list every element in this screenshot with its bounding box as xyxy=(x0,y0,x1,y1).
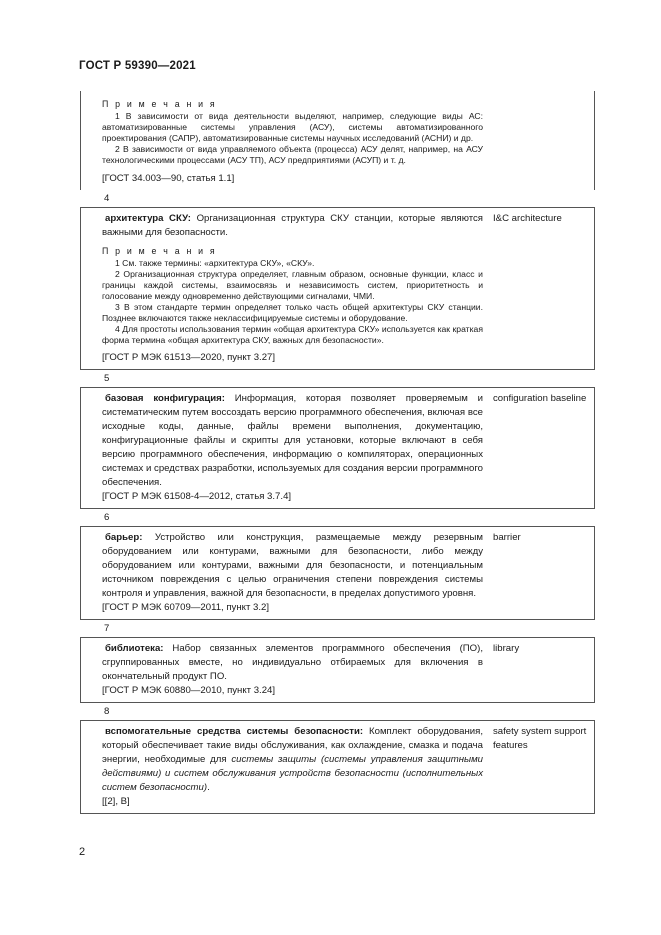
note: 1 В зависимости от вида деятельности выделяют, например, следующие виды АС: автоматизированные системы управления (АСУ), системы автоматизированного проектирования (САПР), автоматизированные системы научных исследований (АСНИ) и др. xyxy=(102,111,483,143)
source-reference: [ГОСТ 34.003—90, статья 1.1] xyxy=(102,173,235,184)
note: 4 Для простоты использования термин «общая архитектура СКУ» используется как краткая форма термина «общая архитектура СКУ, важных для безопасности». xyxy=(102,324,483,345)
notes-title: П р и м е ч а н и я xyxy=(102,246,217,256)
document-header: ГОСТ Р 59390—2021 xyxy=(79,60,196,72)
term-entry xyxy=(80,387,595,508)
entry-number: 6 xyxy=(80,508,595,526)
term-definition-italic: системы защиты (системы управления защитными действиями) и систем обслуживания устройств безопасности (исполнительных систем безопасности) xyxy=(102,754,483,793)
source-reference: [ГОСТ Р МЭК 60880—2010, пункт 3.24] xyxy=(102,685,276,696)
source-reference: [[2], В] xyxy=(102,796,130,807)
entry-number: 8 xyxy=(80,702,595,720)
term-definition: Информация, которая позволяет проверяемым и систематическим путем воссоздать версию программного обеспечения, включая все исходные коды, данные, файлы времени выполнения, документацию, конфигурационные файлы и скрипты для установки, которые включают в себя версию программного обеспечения, информацию о компиляторах, операционных системах и средствах разработки, используемых для создания версии программного обеспечения. xyxy=(102,393,484,488)
term-definition: Устройство или конструкция, размещаемые между резервным оборудованием или контурами, важными для безопасности, либо между оборудованием или контурами, важными для безопасности, и потенциальным источником повреждения с целью ограничения степени повреждения системы контроля и управления, важной для безопасности, в пределах допустимого уровня. xyxy=(102,532,483,599)
english-term: barrier xyxy=(493,532,521,543)
term-entry xyxy=(80,720,595,814)
entry-number: 4 xyxy=(104,193,110,204)
note: 2 В зависимости от вида управляемого объекта (процесса) АСУ делят, например, на АСУ технологическими процессами (АСУ ТП), АСУ предприятиями (АСУП) и т. д. xyxy=(102,144,483,165)
entry-number: 7 xyxy=(80,619,595,637)
term-name: барьер: xyxy=(105,532,143,543)
note: 1 См. также термины: «архитектура СКУ», «СКУ». xyxy=(115,258,315,268)
english-term: configuration baseline xyxy=(493,393,587,404)
english-term: safety system support features xyxy=(493,726,587,751)
page-number: 2 xyxy=(79,846,86,858)
english-term: I&C architecture xyxy=(493,213,562,224)
term-name: базовая конфигурация: xyxy=(105,393,225,404)
source-reference: [ГОСТ Р МЭК 60709—2011, пункт 3.2] xyxy=(102,602,270,613)
term-entry xyxy=(80,637,595,702)
entry-number: 5 xyxy=(80,369,595,387)
term-definition-end: . xyxy=(207,782,210,793)
notes-title: П р и м е ч а н и я xyxy=(102,99,217,109)
english-term: library xyxy=(493,643,520,654)
english-term xyxy=(485,91,594,190)
note: 2 Организационная структура определяет, главным образом, основные функции, класс и границы каждой системы, взаимосвязь и независимость систем, приоритетность и голосование между одновременно действующими сигналами, ЧМИ. xyxy=(102,269,483,301)
note: 3 В этом стандарте термин определяет только часть общей архитектуры СКУ станции. Позднее включаются также неклассифицируемые системы и оборудование. xyxy=(102,302,483,323)
term-name: вспомогательные средства системы безопасности: xyxy=(105,726,364,737)
source-reference: [ГОСТ Р МЭК 61513—2020, пункт 3.27] xyxy=(102,352,276,363)
term-definition: Организационная структура СКУ станции, которые являются важными для безопасности. xyxy=(102,213,483,238)
term-name: библиотека: xyxy=(105,643,164,654)
term-definition: Набор связанных элементов программного обеспечения (ПО), сгруппированных вместе, но индивидуально отбираемых для включения в окончательный продукт ПО. xyxy=(102,643,483,682)
term-name: архитектура СКУ: xyxy=(105,213,191,224)
terms-table xyxy=(80,91,595,814)
entry-continued xyxy=(80,91,595,190)
term-entry xyxy=(80,526,595,619)
source-reference: [ГОСТ Р МЭК 61508-4—2012, статья 3.7.4] xyxy=(102,491,292,502)
term-entry xyxy=(80,207,595,369)
term-definition: Комплект оборудования, который обеспечивает такие виды обслуживания, как охлаждение, смазка и подача энергии, необходимые для xyxy=(102,726,483,765)
